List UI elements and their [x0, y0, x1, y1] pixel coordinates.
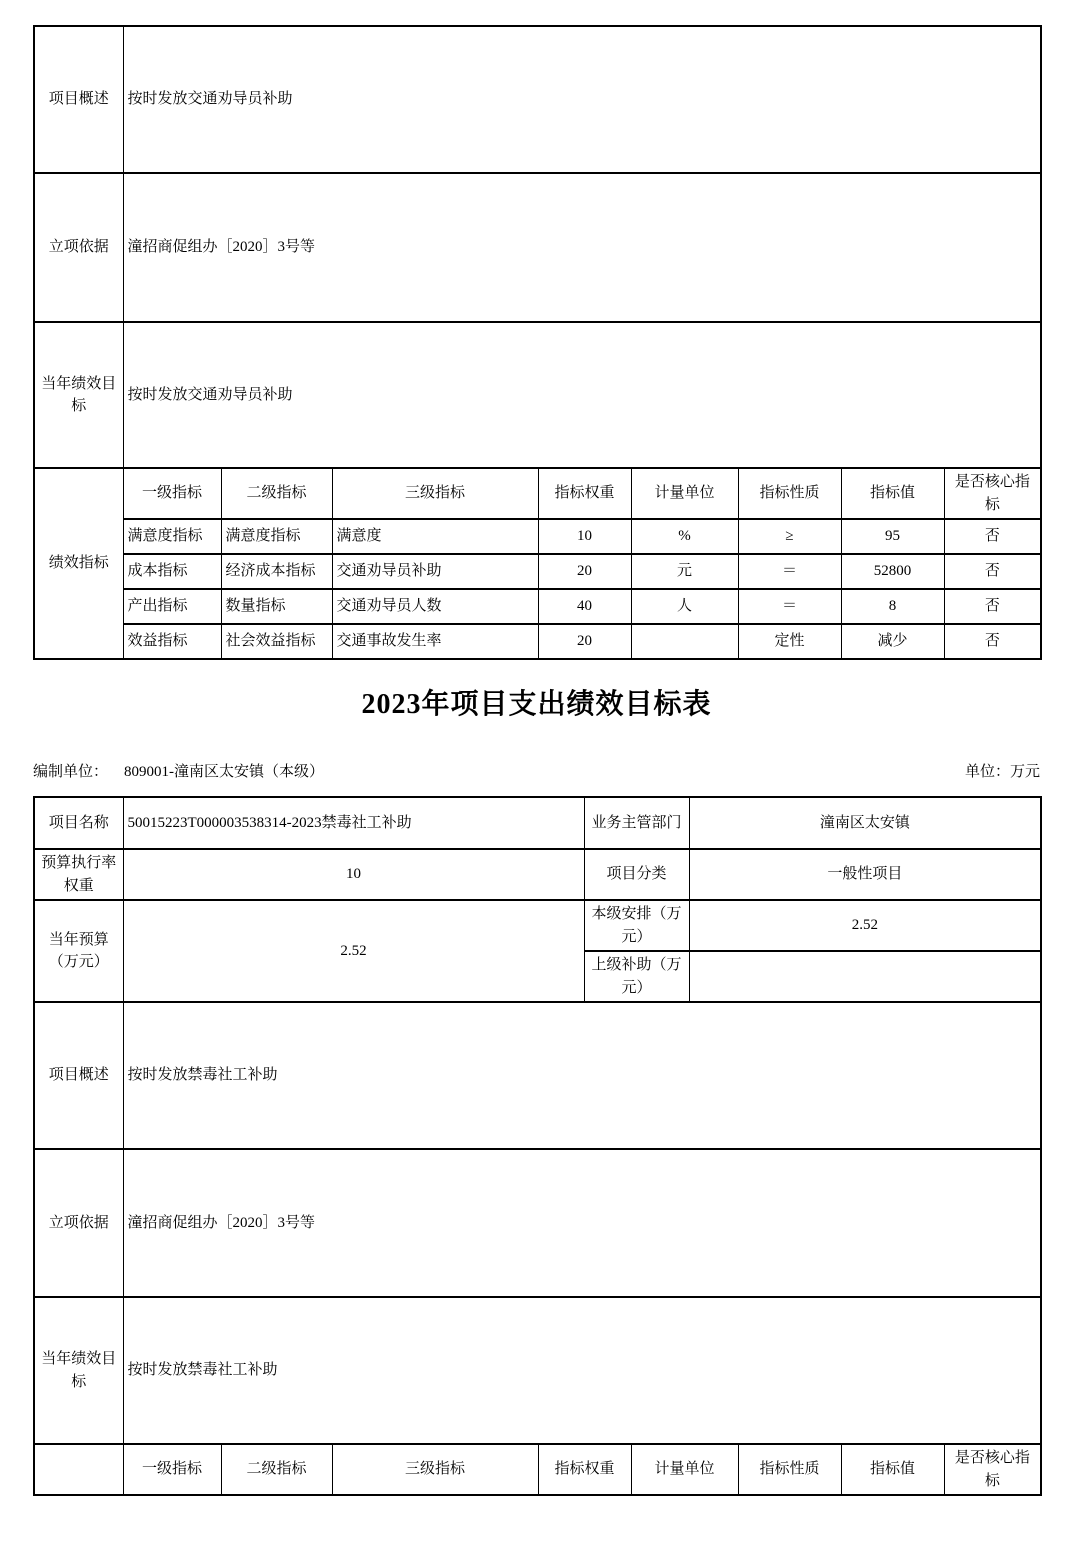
superior-subsidy-label: 上级补助（万元）: [584, 951, 689, 1002]
indicator-cell-level2: 经济成本指标: [221, 554, 332, 589]
indicator-cell-value: 52800: [841, 554, 944, 589]
annual-target-value: 按时发放交通劝导员补助: [123, 322, 1041, 468]
indicators-section-label: 绩效指标: [34, 468, 123, 659]
category-value: 一般性项目: [689, 849, 1041, 900]
indicator-cell-nature: 定性: [738, 624, 841, 659]
indicator-cell-weight: 10: [538, 519, 631, 554]
indicator-row: [34, 554, 1041, 589]
indicator-cell-core: 否: [944, 519, 1041, 554]
project-name-value: 50015223T000003538314-2023禁毒社工补助: [123, 797, 584, 849]
project-name-label: 项目名称: [34, 797, 123, 849]
project-overview-value: 按时发放禁毒社工补助: [123, 1002, 1041, 1149]
project-overview-label: 项目概述: [34, 1002, 123, 1149]
indicator-cell-value: 8: [841, 589, 944, 624]
indicator-cell-nature: ≥: [738, 519, 841, 554]
indicator-row: [34, 519, 1041, 554]
annual-target-value: 按时发放禁毒社工补助: [123, 1297, 1041, 1444]
indicator-cell-unit: %: [631, 519, 738, 554]
indicator-row: [34, 624, 1041, 659]
indicator-cell-unit: [631, 624, 738, 659]
indicator-cell-level1: 满意度指标: [123, 519, 221, 554]
annual-budget-value: 2.52: [123, 900, 584, 1002]
indicator-cell-level3: 交通劝导员人数: [332, 589, 538, 624]
indicator-cell-value: 95: [841, 519, 944, 554]
local-arrangement-label: 本级安排（万元）: [584, 900, 689, 951]
project-basis-label: 立项依据: [34, 173, 123, 322]
indicator-header-weight: 指标权重: [538, 1444, 631, 1495]
indicator-header-level1: 一级指标: [123, 468, 221, 519]
superior-subsidy-value: [689, 951, 1041, 1002]
project-basis-value: 潼招商促组办［2020］3号等: [123, 173, 1041, 322]
performance-table-2: [33, 796, 1042, 1496]
unit-value: 809001-潼南区太安镇（本级）: [124, 764, 325, 780]
indicator-cell-level2: 数量指标: [221, 589, 332, 624]
indicator-header-nature: 指标性质: [738, 468, 841, 519]
indicator-cell-level2: 社会效益指标: [221, 624, 332, 659]
project-overview-label: 项目概述: [34, 26, 123, 173]
indicator-header-level3: 三级指标: [332, 1444, 538, 1495]
indicator-cell-core: 否: [944, 624, 1041, 659]
meta-line: [33, 762, 1040, 782]
document-page: [33, 25, 1040, 1496]
indicator-header-unit: 计量单位: [631, 468, 738, 519]
indicator-header-level3: 三级指标: [332, 468, 538, 519]
indicator-header-value: 指标值: [841, 468, 944, 519]
indicator-cell-value: 减少: [841, 624, 944, 659]
indicator-cell-level1: 成本指标: [123, 554, 221, 589]
indicator-header-unit: 计量单位: [631, 1444, 738, 1495]
indicator-header-value: 指标值: [841, 1444, 944, 1495]
performance-table-1: [33, 25, 1042, 660]
indicator-header-weight: 指标权重: [538, 468, 631, 519]
unit-line: [33, 762, 324, 782]
project-overview-value: 按时发放交通劝导员补助: [123, 26, 1041, 173]
indicators-section-label-stub: [34, 1444, 123, 1495]
local-arrangement-value: 2.52: [689, 900, 1041, 951]
indicator-cell-level3: 交通劝导员补助: [332, 554, 538, 589]
indicator-header-level1: 一级指标: [123, 1444, 221, 1495]
indicator-header-nature: 指标性质: [738, 1444, 841, 1495]
annual-target-label: 当年绩效目标: [34, 322, 123, 468]
indicator-cell-level1: 产出指标: [123, 589, 221, 624]
unit-label: 编制单位：: [33, 764, 109, 780]
indicator-cell-level2: 满意度指标: [221, 519, 332, 554]
indicator-header-level2: 二级指标: [221, 468, 332, 519]
dept-value: 潼南区太安镇: [689, 797, 1041, 849]
indicator-cell-weight: 20: [538, 554, 631, 589]
page-title: 2023年项目支出绩效目标表: [361, 689, 712, 720]
indicator-cell-core: 否: [944, 589, 1041, 624]
indicator-cell-level3: 满意度: [332, 519, 538, 554]
indicator-cell-weight: 20: [538, 624, 631, 659]
indicator-cell-nature: ＝: [738, 589, 841, 624]
indicator-row: [34, 589, 1041, 624]
indicator-header-core: 是否核心指标: [944, 1444, 1041, 1495]
budget-weight-label: 预算执行率权重: [34, 849, 123, 900]
project-basis-value: 潼招商促组办［2020］3号等: [123, 1149, 1041, 1297]
annual-target-label: 当年绩效目标: [34, 1297, 123, 1444]
indicator-cell-unit: 人: [631, 589, 738, 624]
indicator-cell-nature: ＝: [738, 554, 841, 589]
project-basis-label: 立项依据: [34, 1149, 123, 1297]
indicator-header-core: 是否核心指标: [944, 468, 1041, 519]
currency-note: 单位：万元: [964, 764, 1040, 780]
indicator-header-level2: 二级指标: [221, 1444, 332, 1495]
annual-budget-label: 当年预算（万元）: [34, 900, 123, 1002]
indicator-cell-unit: 元: [631, 554, 738, 589]
indicator-cell-weight: 40: [538, 589, 631, 624]
indicator-cell-level3: 交通事故发生率: [332, 624, 538, 659]
indicator-cell-level1: 效益指标: [123, 624, 221, 659]
category-label: 项目分类: [584, 849, 689, 900]
budget-weight-value: 10: [123, 849, 584, 900]
indicator-cell-core: 否: [944, 554, 1041, 589]
dept-label: 业务主管部门: [584, 797, 689, 849]
